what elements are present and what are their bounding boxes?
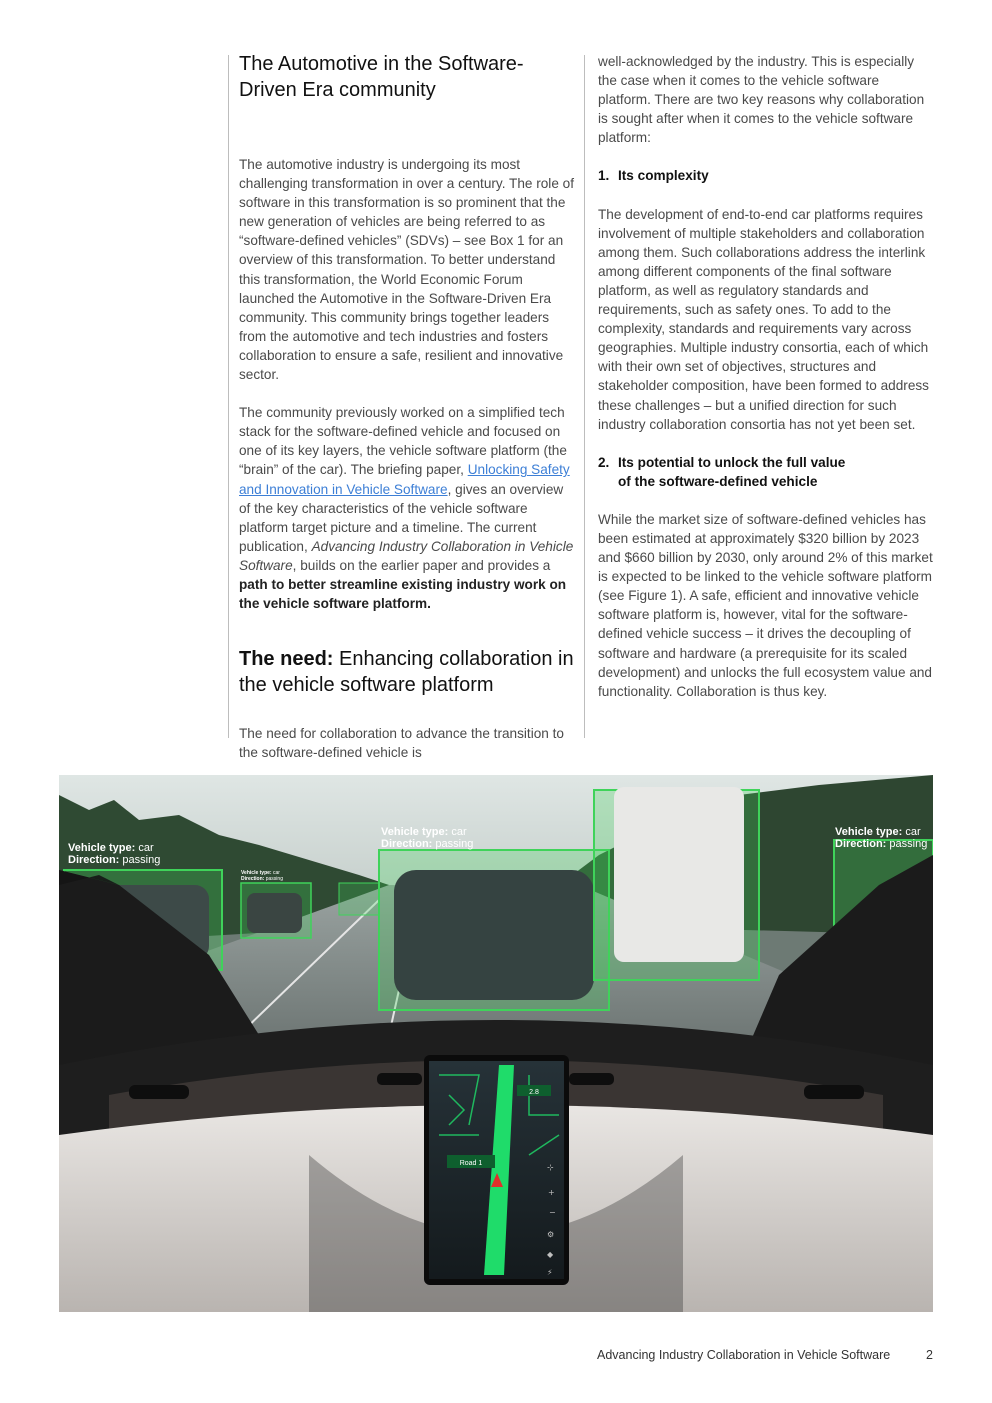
reason-2-heading [598,453,935,491]
label-center-dir: Direction: passing [381,838,474,850]
left-column [239,52,576,781]
reason-2-title-line2: of the software-defined vehicle [618,473,818,489]
reason-2-title-line1: Its potential to unlock the full value [618,454,846,470]
air-vent-center-left [377,1073,422,1085]
reason-2-number: 2. [598,454,610,470]
footer-page-number: 2 [926,1348,933,1362]
label-small-dir: Direction: passing [241,876,283,882]
paragraph-market-size: While the market size of software-defined vehicles has been estimated at approximately $320 billion by 2023 and $660 billion by 2030, only around 2% of this market is expected to be linked to the vehicle software platform (see Figure 1). A safe, efficient and innovative vehicle software platform is, however, vital for the software-defined vehicle success – it drives the decoupling of software and hardware (a prerequisite for its scaled development) and unlocks the full ecosystem value and functionality. Collaboration is thus key. [598,511,933,699]
paragraph-text: The community previously worked on a simplified tech stack for the software-defined vehicle and focused on one of its key layers, the vehicle software platform (the “brain” of the car). The briefing paper, [239,405,567,478]
nav-zoom-in-icon[interactable]: + [548,1188,555,1197]
briefing-paper-link[interactable]: Unlocking Safety and Innovation in Vehicle Software [239,462,570,497]
air-vent-left [129,1085,189,1099]
hero-illustration [59,775,933,1312]
paragraph-well-acknowledged: well-acknowledged by the industry. This is especially the case when it comes to the vehicle software platform. There are two key reasons why collaboration is sought after when it comes to the vehicle software platform: [598,54,925,146]
label-center-type: Vehicle type: car [381,826,467,838]
right-column [598,52,935,720]
nav-compass-icon[interactable]: ⊹ [547,1163,554,1172]
label-left-type: Vehicle type: car [68,842,154,854]
reason-1-heading [598,166,935,185]
small-detection-labels [241,870,283,882]
nav-charge-icon[interactable]: ⚡ [547,1268,553,1277]
label-right-dir: Direction: passing [835,838,928,850]
heading-regular-part: Enhancing collaboration in the vehicle software platform [239,648,574,696]
nav-layers-icon[interactable]: ◆ [547,1250,554,1259]
section-heading-community: The Automotive in the Software-Driven Era community [239,53,524,101]
column-divider-right [584,55,585,738]
paragraph-community-previous-work [239,403,576,613]
heading-bold-part: The need: [239,648,334,671]
vehicle-center-car [394,870,594,1000]
nav-distance: 2.8 [529,1089,539,1096]
air-vent-center-right [569,1073,614,1085]
paragraph-need-intro: The need for collaboration to advance the transition to the software-defined vehicle is [239,726,564,761]
vehicle-truck [614,787,744,962]
air-vent-right [804,1085,864,1099]
section-heading-need [239,647,574,698]
emphasized-text: path to better streamline existing industry work on the vehicle software platform. [239,576,567,612]
label-small-type: Vehicle type: car [241,870,280,876]
nav-zoom-out-icon[interactable]: − [549,1208,556,1217]
nav-road-label: Road 1 [459,1160,483,1167]
detection-box-far-car [339,883,379,915]
paragraph-text: , gives an overview of the key characteristics of the vehicle software platform target picture and a timeline. The current publication, [239,481,564,554]
nav-settings-icon[interactable]: ⚙ [547,1230,555,1239]
hero-image-autonomous-car-interior [59,775,933,1312]
label-left-dir: Direction: passing [68,854,161,866]
vehicle-small-car [247,893,302,933]
footer-title: Advancing Industry Collaboration in Vehicle Software [597,1348,891,1362]
paragraph-complexity: The development of end-to-end car platforms requires involvement of multiple stakeholders and collaboration among them. Such collaborations address the interlink among different components of the final software platform, as well as regulatory standards and requirements, such as safety ones. To add to the complexity, standards and requirements vary across geographies. Multiple industry consortia, each of which with their own set of objectives, structures and stakeholder composition, have been formed to address these challenges – but a unified direction for such industry collaboration consortia has not yet been set. [598,206,929,432]
paragraph-community-intro: The automotive industry is undergoing its most challenging transformation in over a century. The role of software in this transformation is so prominent that the new generation of vehicles are being referred to as “software-defined vehicles” (SDVs) – see Box 1 for an overview of this transformation. To better understand this transformation, the World Economic Forum launched the Automotive in the Software-Driven Era community. This community brings together leaders from the automotive and tech industries and fosters collaboration to ensure a safe, resilient and innovative sector. [239,157,574,383]
reason-1-number: 1. [598,168,610,184]
publication-title: Advancing Industry Collaboration in Vehicle Software [239,538,574,573]
column-divider-left [228,55,229,738]
label-right-type: Vehicle type: car [835,826,921,838]
paragraph-text: , builds on the earlier paper and provides a [292,557,551,573]
reason-1-title: Its complexity [618,168,709,184]
